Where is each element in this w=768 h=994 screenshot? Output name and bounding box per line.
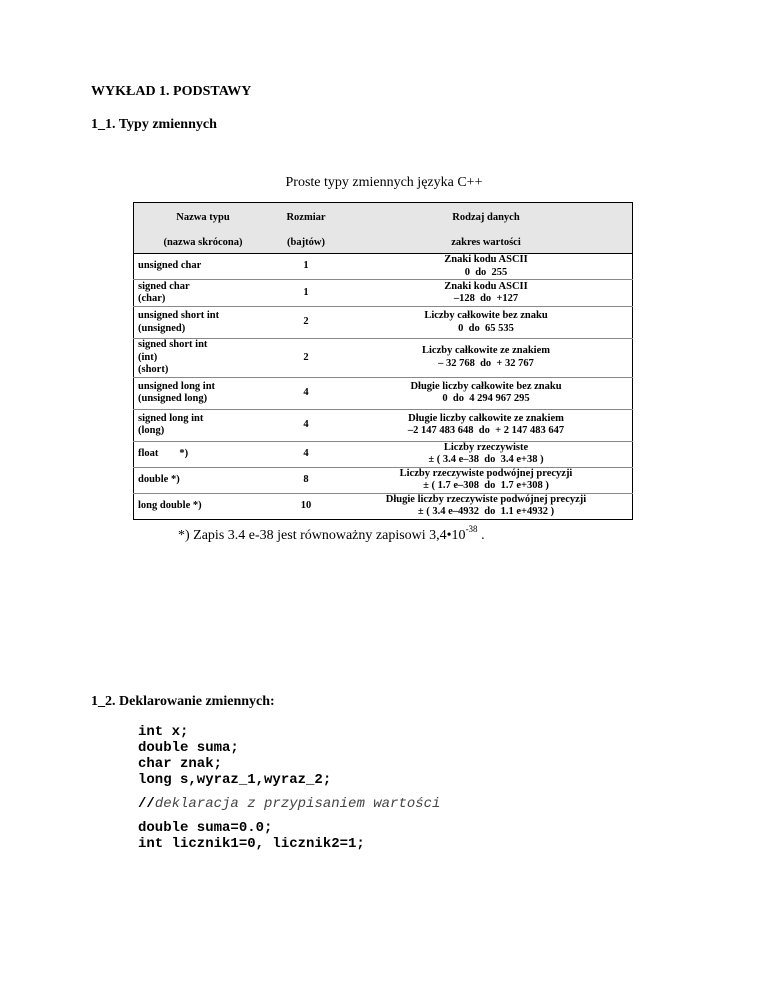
table-row [134,377,633,409]
table-row [134,493,633,519]
type-name-line: (short) [138,364,169,375]
code-comment [138,796,440,812]
type-desc-line: Długie liczby całkowite bez znaku [410,380,562,392]
type-name-cell [134,307,273,339]
type-desc-line: 0 do 65 535 [458,322,514,334]
type-desc-line: Liczby rzeczywiste podwójnej precyzji [399,467,573,479]
type-name-line: double *) [138,473,180,485]
code-line: double suma=0.0; [138,820,273,836]
footnote-exponent: -38 [465,524,478,534]
header-row [134,203,633,234]
type-name-line: signed short int [138,339,208,350]
code-block [138,724,440,852]
type-name-line: (int) [138,351,158,363]
type-desc-line: 0 do 4 294 967 295 [442,393,530,404]
type-size-cell: 1 [303,286,309,298]
code-line: long s,wyraz_1,wyraz_2; [138,772,332,788]
type-name-line: unsigned short int [138,310,220,321]
type-name-cell [134,467,273,493]
code-line: int x; [138,724,189,740]
section-heading-declarations: 1_2. Deklarowanie zmiennych: [91,694,275,709]
footnote-end: . [477,528,485,543]
type-desc-line: – 32 768 do + 32 767 [438,357,534,369]
type-size-cell: 2 [303,316,309,328]
type-desc-line: Znaki kodu ASCII [444,254,528,265]
section-heading-types: 1_1. Typy zmiennych [91,117,217,132]
header-cell-size: Rozmiar [272,203,340,234]
type-name-cell [134,441,273,467]
type-desc-line: Długie liczby całkowite ze znakiem [408,412,564,424]
type-desc-line: –2 147 483 648 do + 2 147 483 647 [407,425,565,436]
type-desc-line: 0 do 255 [464,266,508,278]
type-name-line: long double *) [138,499,202,511]
type-desc-line: Liczby całkowite ze znakiem [421,345,550,357]
table-row [134,280,633,307]
document-heading: WYKŁAD 1. PODSTAWY [91,84,252,99]
table-row [134,409,633,441]
type-name-line: (unsigned long) [138,393,208,404]
type-size-cell: 4 [303,386,309,398]
table-row [134,254,633,280]
type-name-line: (unsigned) [138,322,186,334]
type-size-cell: 4 [303,447,309,459]
type-desc-cell [340,280,633,307]
type-desc-cell [340,493,633,519]
type-name-line: signed char [138,280,190,292]
table-body [134,254,633,520]
type-size-cell: 4 [303,418,309,430]
table-row [134,467,633,493]
header-cell-name: Nazwa typu [134,203,273,234]
type-desc-line: ± ( 3.4 e–4932 do 1.1 e+4932 ) [417,506,555,517]
types-table [133,202,633,520]
type-desc-line: –128 do +127 [453,293,519,304]
table-row [134,441,633,467]
type-desc-line: ± ( 1.7 e–308 do 1.7 e+308 ) [423,480,549,491]
type-size-cell: 2 [303,351,309,363]
type-desc-cell [340,441,633,467]
type-desc-line: Liczby całkowite bez znaku [424,310,548,321]
footnote [178,524,485,544]
type-name-line: unsigned long int [138,380,216,392]
type-name-cell [134,280,273,307]
comment-text: deklaracja z przypisaniem wartości [154,796,441,812]
comment-slashes: // [138,796,155,812]
type-desc-line: Znaki kodu ASCII [444,280,528,292]
type-size-cell: 1 [303,260,309,272]
type-desc-line: Liczby rzeczywiste [443,441,529,453]
type-desc-cell [340,339,633,378]
type-desc-cell [340,307,633,339]
table-row [134,307,633,339]
type-name-cell [134,254,273,280]
code-line: double suma; [138,740,239,756]
type-desc-cell [340,409,633,441]
header-row [134,233,633,254]
code-line: char znak; [138,756,223,772]
type-name-line: (char) [138,293,166,304]
header-cell-desc: Rodzaj danych [340,203,633,234]
type-desc-cell [340,254,633,280]
type-name-line: signed long int [138,412,204,424]
code-line: int licznik1=0, licznik2=1; [138,836,365,852]
type-desc-line: Długie liczby rzeczywiste podwójnej precyzji [385,493,587,505]
table-header [134,203,633,254]
type-name-cell [134,377,273,409]
table-caption: Proste typy zmiennych języka C++ [285,175,483,190]
type-size-cell: 8 [303,473,309,485]
type-name-cell [134,493,273,519]
type-desc-cell [340,467,633,493]
header-cell-desc-sub: zakres wartości [340,233,633,254]
type-name-cell [134,409,273,441]
type-desc-cell [340,377,633,409]
type-name-line: (long) [138,425,165,436]
type-name-cell [134,339,273,378]
table-row [134,339,633,378]
footnote-text: *) Zapis 3.4 e-38 jest równoważny zapisowi 3,4•10 [178,528,466,543]
type-desc-line: ± ( 3.4 e–38 do 3.4 e+38 ) [428,454,544,465]
type-size-cell: 10 [300,499,312,511]
type-name-line: float *) [138,447,189,459]
header-cell-name-sub: (nazwa skrócona) [134,233,273,254]
type-name-line: unsigned char [138,260,202,272]
header-cell-size-sub: (bajtów) [272,233,340,254]
